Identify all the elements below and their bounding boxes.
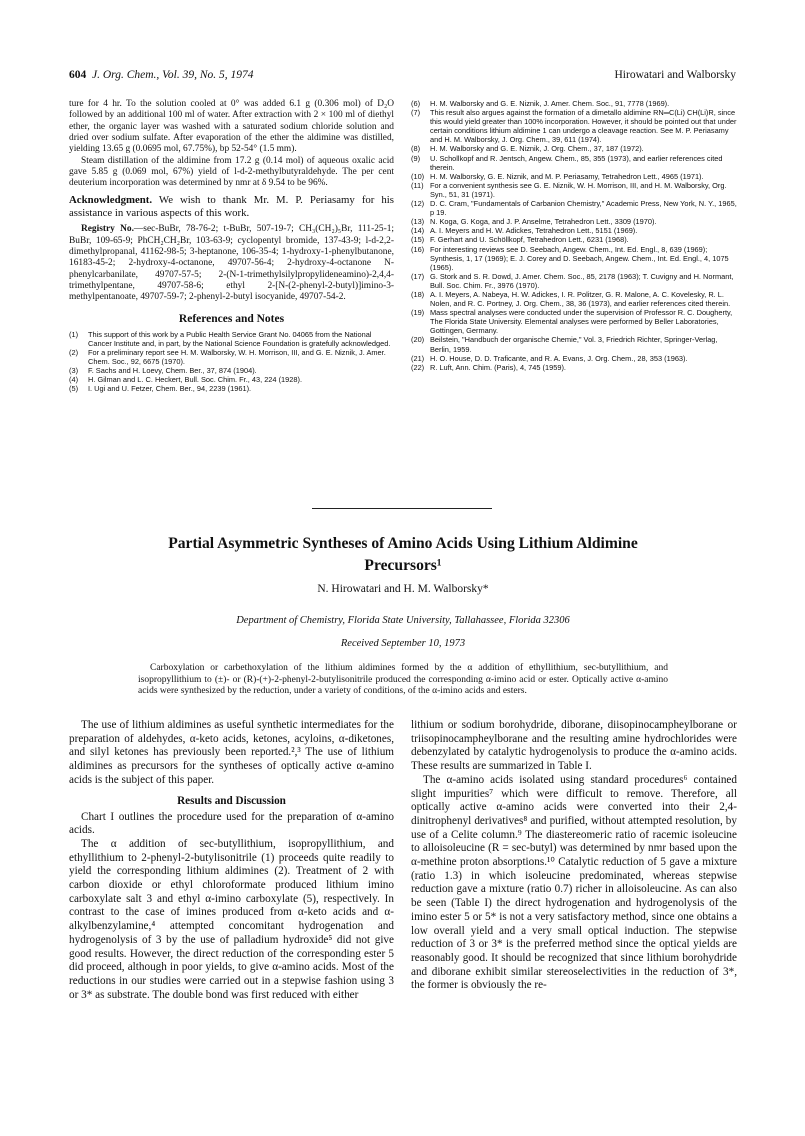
running-header: [69, 69, 736, 85]
page-number: 604: [69, 69, 87, 81]
reference-item: (6) H. M. Walborsky and G. E. Niznik, J. Amer. Chem. Soc., 91, 7778 (1969).: [411, 99, 670, 108]
left-top-column: [69, 99, 394, 393]
body-paragraph: The α-amino acids isolated using standard procedures⁶ contained slight impurities⁷ which were difficult to remove. Therefore, all optically active α-amino acids were converted into their 2,4-dinitrophenyl derivatives⁸ and purified, without attempted resolution, by use of a Celite column.⁹ The diastereomeric ratio of racemic isoleucine to alloisoleucine (R = sec-butyl) was determined by nmr based upon the α-methine proton absorptions.¹⁰ Catalytic reduction of 5 gave a mixture (ratio 1.3) in which isoleucine predominated, whereas stepwise reduction gave a mixture (ratio 0.7) richer in alloisoleucine. As can also be seen (Table I) the direct hydrogenation and hydrogenolysis of the imino ester 5 or 5* is not a very satisfactory method, since one obtains a low overall yield and a very small optical induction. The stepwise reduction of 3 or 3* is the preferred method since the optical yields are reasonably good. It should be recognized that since lithium borohydride and diborane exhibit similar stereoselectivities in the reduction of 3*, the former is obviously the re-: [411, 773, 737, 992]
references-list-left: [69, 330, 394, 394]
article-title: [69, 533, 737, 577]
registry-heading: Registry No.: [81, 224, 134, 235]
reference-item: (10) H. M. Walborsky, G. E. Niznik, and M. P. Periasamy, Tetrahedron Lett., 4965 (1971).: [411, 171, 704, 181]
received-date: Received September 10, 1973: [340, 638, 466, 649]
experimental-paragraph-2: Steam distillation of the aldimine from 17.2 g (0.14 mol) of aqueous oxalic acid gave 5.85 g (0.069 mol, 67%) yield of l-d-2-methylbutyraldehyde. The per cent deuterium incorporation was determined by nmr at δ 9.54 to be 96%.: [69, 155, 394, 189]
article-title-line-2: Precursors¹: [364, 557, 442, 574]
reference-item: (21) H. O. House, D. D. Traficante, and R. A. Evans, J. Org. Chem., 28, 353 (1963).: [411, 353, 688, 363]
reference-item: (15) F. Gerhart and U. Schöllkopf, Tetrahedron Lett., 6231 (1968).: [411, 235, 629, 245]
article-authors: N. Hirowatari and H. M. Walborsky*: [317, 583, 489, 595]
body-right-column: [411, 719, 737, 993]
reference-item: (22) R. Luft, Ann. Chim. (Paris), 4, 745 (1959).: [411, 362, 566, 372]
reference-item: (11) For a convenient synthesis see G. E. Niznik, W. H. Morrison, III, and H. M. Walborsky, Org. Syn., 51, 31 (1971).: [411, 180, 727, 199]
reference-item: (2) For a preliminary report see H. M. Walborsky, W. H. Morrison, III, and G. E. Niznik, J. Amer. Chem. Soc., 92, 6675 (1970).: [69, 347, 386, 366]
reference-item: (20) Beilstein, "Handbuch der organische Chemie," Vol. 3, Friedrich Richter, Springer-Verlag, Berlin, 1959.: [411, 335, 718, 354]
reference-item: (1) This support of this work by a Public Health Service Grant No. 04065 from the National Cancer Institute and, in part, by the National Science Foundation is gratefully acknowledged.: [69, 329, 391, 348]
references-heading: References and Notes: [178, 312, 285, 325]
journal-citation: J. Org. Chem., Vol. 39, No. 5, 1974: [92, 69, 254, 81]
acknowledgment-text: We wish to thank Mr. M. P. Periasamy for his assistance in various aspects of this work.: [69, 193, 394, 219]
registry-numbers: [69, 224, 394, 303]
reference-item: (13) N. Koga, G. Koga, and J. P. Anselme, Tetrahedron Lett., 3309 (1970).: [411, 217, 657, 227]
body-paragraph: lithium or sodium borohydride, diborane, diisopinocampheylborane or triisopinocampheylborane and the resulting amine hydrochlorides were debenzylated by catalytic hydrogenolysis to produce the α-amino acids. These results are summarized in Table I.: [411, 719, 737, 773]
intro-paragraph: The use of lithium aldimines as useful synthetic intermediates for the preparation of aldehydes, α-keto acids, ketones, acyloins, α-diketones, and silyl ketones has previously been reported.²,³ The use of lithium aldimines as precursors for the syntheses of optically active α-amino acids is the subject of this paper.: [69, 719, 394, 786]
reference-item: (7) This result also argues against the formation of a dimetallo aldimine RN═C(Li) CH(Li)R, since this would yield greater than 100% incorporation. However, it should be pointed out that under certain conditions lithium aldimine 1 can undergo a cleavage reaction. See M. P. Periasamy and H. M. Walborsky, J. Org. Chem., 39, 611 (1974).: [411, 108, 737, 145]
reference-item: (16) For interesting reviews see D. Seebach, Angew. Chem., Int. Ed. Engl., 8, 639 (1969); Synthesis, 1, 17 (1969); E. J. Corey and D. Seebach, Angew. Chem., Int. Ed. Engl., 4, 1075 (1965).: [411, 244, 729, 272]
body-paragraph: Chart I outlines the procedure used for the preparation of α-amino acids.: [69, 810, 394, 837]
references-list-right: [411, 99, 737, 372]
reference-item: (3) F. Sachs and H. Loevy, Chem. Ber., 37, 874 (1904).: [69, 365, 257, 375]
reference-item: (4) H. Gilman and L. C. Heckert, Bull. Soc. Chim. Fr., 43, 224 (1928).: [69, 375, 303, 385]
acknowledgment: [69, 194, 394, 220]
experimental-paragraph-1: ture for 4 hr. To the solution cooled at 0° was added 6.1 g (0.306 mol) of D₂O followed by an additional 100 ml of water. After extraction with 2 × 100 ml of diethyl ether, the organic layer was washed with a saturated sodium chloride solution and dried over sodium sulfate. After evaporation of the ether the aldimine was distilled, yielding 13.65 g (0.0695 mol, 67.75%), bp 52-54° (1.5 mm).: [69, 99, 394, 155]
reference-item: (5) I. Ugi and U. Fetzer, Chem. Ber., 94, 2239 (1961).: [69, 384, 252, 394]
results-heading: Results and Discussion: [177, 794, 286, 807]
reference-item: (14) A. I. Meyers and H. W. Adickes, Tetrahedron Lett., 5151 (1969).: [411, 226, 638, 236]
reference-item: (18) A. I. Meyers, A. Nabeya, H. W. Adickes, I. R. Politzer, G. R. Malone, A. C. Kovelesky, R. L. Nolen, and R. C. Portney, J. Org. Chem., 38, 36 (1973), and earlier references cited therein.: [411, 289, 731, 309]
reference-item: (17) G. Stork and S. R. Dowd, J. Amer. Chem. Soc., 85, 2178 (1963); T. Cuvigny and H. Normant, Bull. Soc. Chim. Fr., 3976 (1970).: [411, 271, 734, 290]
reference-item: (19) Mass spectral analyses were conducted under the supervision of Professor R. C. Dougherty, The Florida State University. Elemental analyses were performed by Beller Laboratories, Gottingen, Germany.: [411, 308, 733, 336]
body-paragraph: The α addition of sec-butyllithium, isopropyllithium, and ethyllithium to 2-phenyl-2-butylisonitrile (1) proceeds quite readily to yield the corresponding lithium aldimines (2). Treatment of 2 with carbon dioxide or ethyl chloroformate produced lithium imino carboxylate salt 3 and ethyl α-imino carboxylate (5), respectively. In contrast to the case of imines produced from α-keto acids and α-alkylbenzylamine,⁴ attempted concomitant hydrogenation and hydrogenolysis of 3 by the use of palladium hydroxide⁵ did not give good results. However, the direct reduction of the corresponding ester 5 did proceed, although in poor yields, to give α-amino acids. Most of the reductions in our studies were carried out in a stepwise fashion using 3 or 3* as substrate. The double bond was first reduced with either: [69, 837, 394, 1001]
acknowledgment-heading: Acknowledgment.: [69, 193, 153, 206]
reference-item: (8) H. M. Walborsky and G. E. Niznik, J. Org. Chem., 37, 187 (1972).: [411, 144, 644, 154]
reference-item: (12) D. C. Cram, "Fundamentals of Carbanion Chemistry," Academic Press, New York, N. Y., 1965, p 19.: [411, 199, 737, 218]
section-divider: [312, 508, 492, 509]
article-title-line-1: Partial Asymmetric Syntheses of Amino Acids Using Lithium Aldimine: [168, 535, 638, 552]
body-left-column: [69, 719, 394, 1002]
registry-text: —sec-BuBr, 78-76-2; t-BuBr, 507-19-7; CH₃(CH₂)₅Br, 111-25-1; BuBr, 109-65-9; PhCH₂CH₂Br, 103-63-9; cyclopentyl bromide, 137-43-9; l-d-2,2-dimethylpropanal, 41162-98-5; 3-heptanone, 106-35-4; 1-hydroxy-1-phenylbutanone, 16183-45-2; 2-hydroxy-4-octanone, 49707-56-4; 2-hydroxy-4-octanone N-phenylcarbanilate, 49707-57-5; 2-(N-1-trimethylsilylpropylideneamino)-2,4,4-trimethylpentane, 49707-58-6; ethyl 2-[N-(2-phenyl-2-butyl)]imino-3-methylpentanoate, 49707-59-7; 2-phenyl-2-butyl isocyanide, 49707-54-2.: [69, 224, 394, 303]
article-affiliation: Department of Chemistry, Florida State University, Tallahassee, Florida 32306: [236, 615, 570, 626]
running-authors: Hirowatari and Walborsky: [614, 69, 736, 81]
page-journal-header: [69, 69, 254, 81]
abstract: Carboxylation or carbethoxylation of the lithium aldimines formed by the α addition of ethyllithium, sec-butyllithium, and isopropyllithium to (±)- or (R)-(+)-2-phenyl-2-butylisonitrile produced the corresponding α-imino acid or ester. Optically active α-amino acids were synthesized by the reduction, under a variety of conditions, of the α-imino acids and esters.: [138, 663, 668, 697]
right-top-column: [411, 99, 737, 372]
reference-item: (9) U. Schollkopf and R. Jentsch, Angew. Chem., 85, 355 (1973), and earlier references cited therein.: [411, 153, 723, 172]
